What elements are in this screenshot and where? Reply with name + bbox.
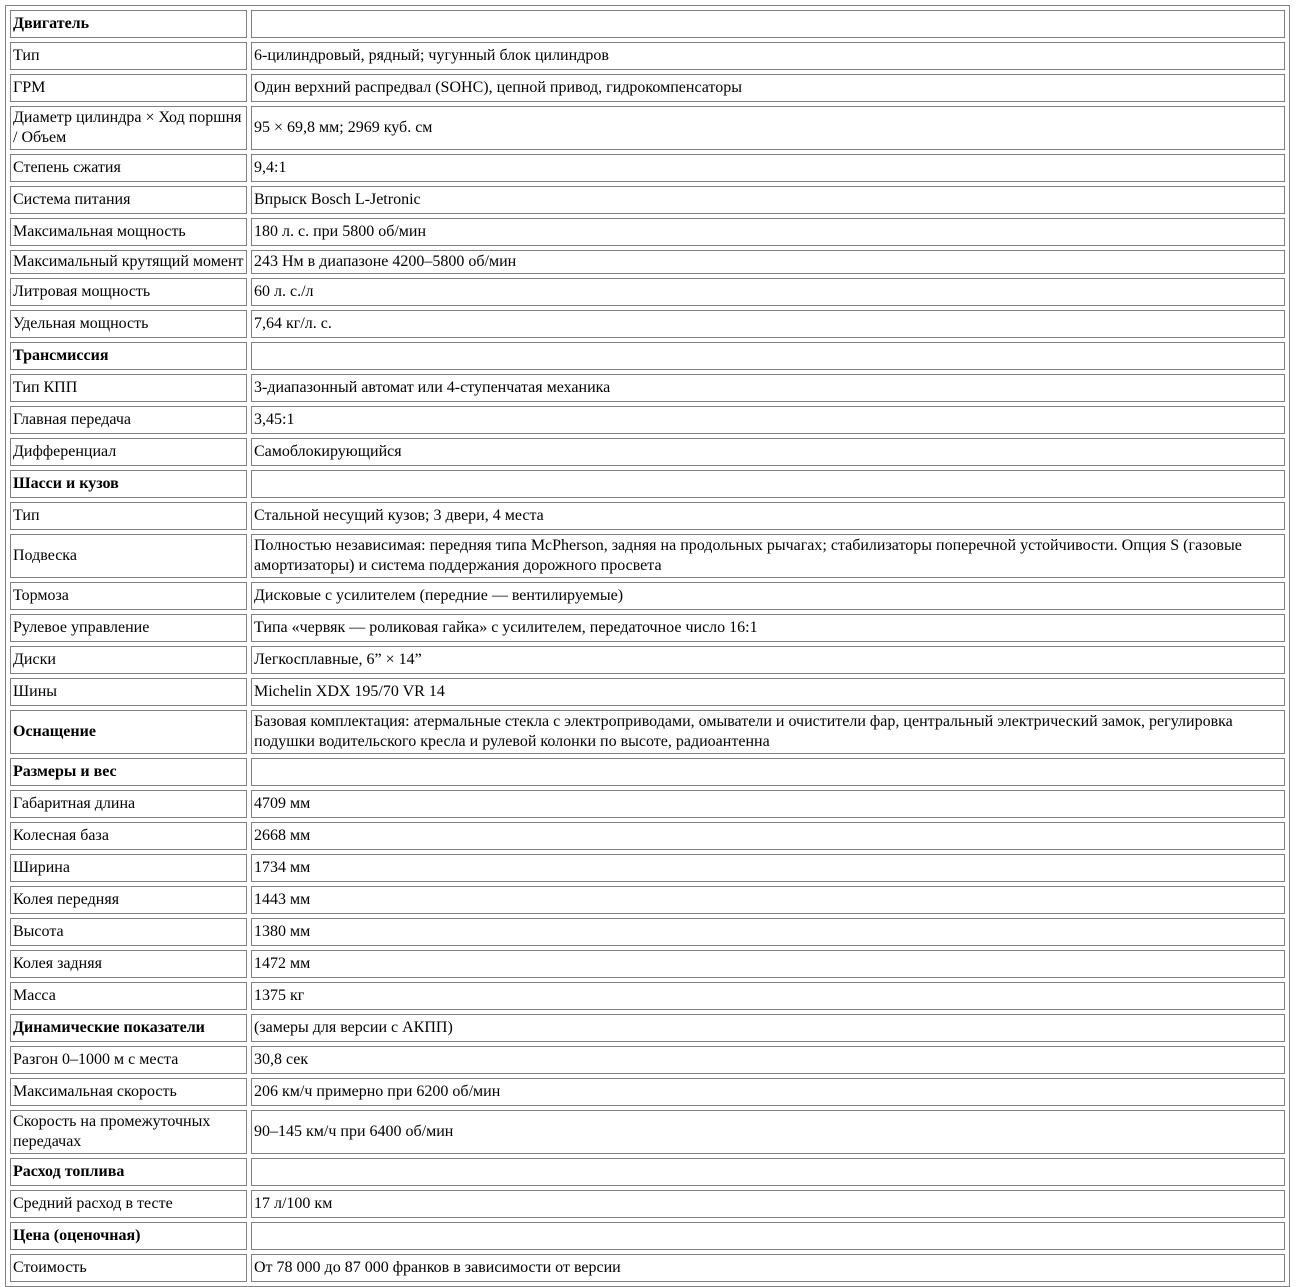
row-value: Один верхний распредвал (SOHC), цепной привод, гидрокомпенсаторы (251, 74, 1285, 102)
row-value (251, 758, 1285, 786)
section-row-fuel (10, 1158, 1285, 1186)
table-row (10, 790, 1285, 818)
table-row (10, 42, 1285, 70)
row-value: 17 л/100 км (251, 1190, 1285, 1218)
row-value: 6-цилиндровый, рядный; чугунный блок цилиндров (251, 42, 1285, 70)
row-value: 2668 мм (251, 822, 1285, 850)
row-label: Главная передача (10, 406, 247, 434)
row-label: Степень сжатия (10, 154, 247, 182)
row-value: 1380 мм (251, 918, 1285, 946)
section-row-chassis (10, 470, 1285, 498)
section-row-dimensions (10, 758, 1285, 786)
row-value: Полностью независимая: передняя типа McPherson, задняя на продольных рычагах; стабилизаторы поперечной устойчивости. Опция S (газовые амортизаторы) и система поддержания дорожного просвета (251, 534, 1285, 578)
row-value: 60 л. с./л (251, 278, 1285, 306)
row-label: Тормоза (10, 582, 247, 610)
specs-table-body (10, 10, 1285, 1282)
table-row (10, 950, 1285, 978)
row-value: Типа «червяк — роликовая гайка» с усилителем, передаточное число 16:1 (251, 614, 1285, 642)
row-value: 206 км/ч примерно при 6200 об/мин (251, 1078, 1285, 1106)
section-row-price (10, 1222, 1285, 1250)
row-value: Стальной несущий кузов; 3 двери, 4 места (251, 502, 1285, 530)
row-value (251, 10, 1285, 38)
table-row (10, 278, 1285, 306)
row-label: Двигатель (10, 10, 247, 38)
row-label: Высота (10, 918, 247, 946)
section-row-equipment (10, 710, 1285, 754)
table-row (10, 982, 1285, 1010)
table-row (10, 1078, 1285, 1106)
row-label: Размеры и вес (10, 758, 247, 786)
row-value: 1472 мм (251, 950, 1285, 978)
row-value (251, 1158, 1285, 1186)
row-label: Динамические показатели (10, 1014, 247, 1042)
row-value: 3-диапазонный автомат или 4-ступенчатая механика (251, 374, 1285, 402)
table-row (10, 646, 1285, 674)
row-label: Ширина (10, 854, 247, 882)
table-row (10, 918, 1285, 946)
row-value: 9,4:1 (251, 154, 1285, 182)
row-value: 4709 мм (251, 790, 1285, 818)
row-label: Тип (10, 42, 247, 70)
table-row (10, 886, 1285, 914)
table-row (10, 310, 1285, 338)
specs-table (5, 5, 1290, 1287)
row-label: Шасси и кузов (10, 470, 247, 498)
table-row (10, 106, 1285, 150)
table-row (10, 74, 1285, 102)
row-value: Michelin XDX 195/70 VR 14 (251, 678, 1285, 706)
table-row (10, 1110, 1285, 1154)
row-label: Цена (оценочная) (10, 1222, 247, 1250)
row-value: 1375 кг (251, 982, 1285, 1010)
table-row (10, 186, 1285, 214)
section-row-engine (10, 10, 1285, 38)
section-row-transmission (10, 342, 1285, 370)
row-label: Подвеска (10, 534, 247, 578)
table-row (10, 1254, 1285, 1282)
row-label: Масса (10, 982, 247, 1010)
row-label: Средний расход в тесте (10, 1190, 247, 1218)
row-value: (замеры для версии с АКПП) (251, 1014, 1285, 1042)
table-row (10, 614, 1285, 642)
row-value: Базовая комплектация: атермальные стекла с электроприводами, омыватели и очистители фар, центральный электрический замок, регулировка подушки водительского кресла и рулевой колонки по высоте, радиоантенна (251, 710, 1285, 754)
row-label: Колея задняя (10, 950, 247, 978)
table-row (10, 374, 1285, 402)
section-row-performance (10, 1014, 1285, 1042)
row-label: Диаметр цилиндра × Ход поршня / Объем (10, 106, 247, 150)
row-value: 180 л. с. при 5800 об/мин (251, 218, 1285, 246)
table-row (10, 218, 1285, 246)
row-label: Литровая мощность (10, 278, 247, 306)
row-label: Габаритная длина (10, 790, 247, 818)
row-value (251, 470, 1285, 498)
row-label: Шины (10, 678, 247, 706)
row-label: ГРМ (10, 74, 247, 102)
row-label: Разгон 0–1000 м с места (10, 1046, 247, 1074)
row-label: Оснащение (10, 710, 247, 754)
row-label: Колея передняя (10, 886, 247, 914)
table-row (10, 582, 1285, 610)
row-value: Впрыск Bosch L-Jetronic (251, 186, 1285, 214)
row-value: 3,45:1 (251, 406, 1285, 434)
table-row (10, 534, 1285, 578)
table-row (10, 250, 1285, 274)
row-value: 30,8 сек (251, 1046, 1285, 1074)
row-value: Дисковые с усилителем (передние — вентилируемые) (251, 582, 1285, 610)
row-label: Система питания (10, 186, 247, 214)
table-row (10, 1190, 1285, 1218)
row-value: 7,64 кг/л. с. (251, 310, 1285, 338)
row-value: 243 Нм в диапазоне 4200–5800 об/мин (251, 250, 1285, 274)
row-label: Скорость на промежуточных передачах (10, 1110, 247, 1154)
table-row (10, 822, 1285, 850)
row-label: Максимальная мощность (10, 218, 247, 246)
row-value (251, 1222, 1285, 1250)
row-value: От 78 000 до 87 000 франков в зависимости от версии (251, 1254, 1285, 1282)
row-label: Тип (10, 502, 247, 530)
row-label: Расход топлива (10, 1158, 247, 1186)
row-value: 90–145 км/ч при 6400 об/мин (251, 1110, 1285, 1154)
table-row (10, 678, 1285, 706)
row-value: Самоблокирующийся (251, 438, 1285, 466)
row-value: 95 × 69,8 мм; 2969 куб. см (251, 106, 1285, 150)
table-row (10, 154, 1285, 182)
row-label: Удельная мощность (10, 310, 247, 338)
row-label: Максимальный крутящий момент (10, 250, 247, 274)
row-label: Колесная база (10, 822, 247, 850)
row-label: Дифференциал (10, 438, 247, 466)
row-label: Диски (10, 646, 247, 674)
row-label: Трансмиссия (10, 342, 247, 370)
table-row (10, 1046, 1285, 1074)
row-label: Тип КПП (10, 374, 247, 402)
table-row (10, 502, 1285, 530)
row-label: Максимальная скорость (10, 1078, 247, 1106)
row-value: 1443 мм (251, 886, 1285, 914)
row-value: 1734 мм (251, 854, 1285, 882)
table-row (10, 854, 1285, 882)
row-label: Стоимость (10, 1254, 247, 1282)
table-row (10, 406, 1285, 434)
row-label: Рулевое управление (10, 614, 247, 642)
table-row (10, 438, 1285, 466)
row-value: Легкосплавные, 6” × 14” (251, 646, 1285, 674)
row-value (251, 342, 1285, 370)
